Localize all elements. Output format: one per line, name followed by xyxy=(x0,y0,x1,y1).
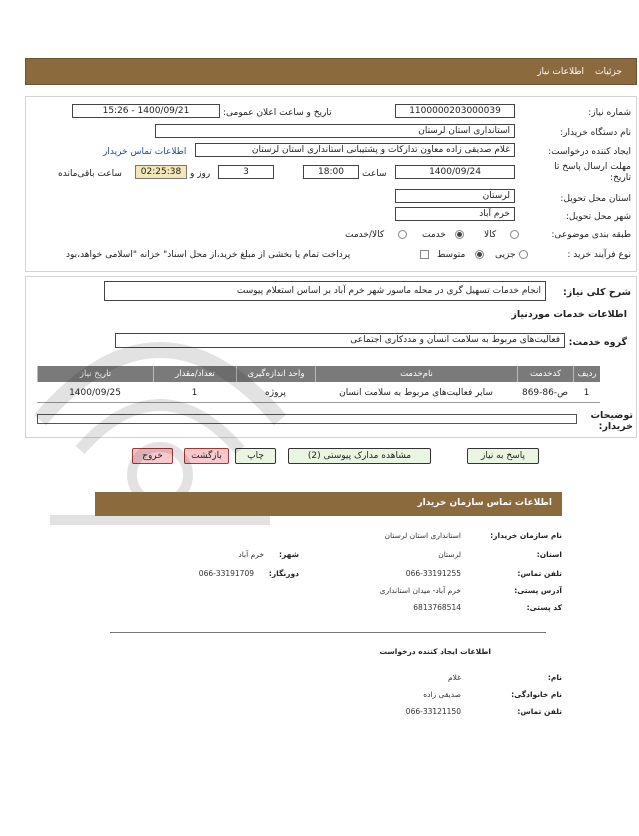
creator-first-name-value: غلام xyxy=(447,673,461,682)
remaining-label: ساعت باقی‌مانده xyxy=(58,169,122,179)
cell-row: 1 xyxy=(583,388,590,398)
group-label: گروه خدمت: xyxy=(568,337,627,348)
contact-phone-value: 066-33191255 xyxy=(405,569,461,578)
col-name: نام‌خدمت xyxy=(315,366,517,382)
creator-last-name-label: نام خانوادگی: xyxy=(511,690,562,699)
contact-address-value: خرم آباد- میدان استانداری xyxy=(379,586,461,595)
radio-goods-service[interactable] xyxy=(398,230,407,239)
buyer-notes-label: توضیحات خریدار: xyxy=(590,410,633,432)
deadline-label: مهلت ارسال پاسخ تا تاریخ: xyxy=(554,162,631,183)
tab-need-info[interactable]: اطلاعات نیاز xyxy=(537,67,584,77)
description-label: شرح کلی نیاز: xyxy=(562,287,631,298)
radio-partial[interactable] xyxy=(519,250,528,259)
creator-phone-label: تلفن تماس: xyxy=(517,707,562,716)
col-qty: تعداد/مقدار xyxy=(153,366,236,382)
contact-divider xyxy=(110,632,546,633)
contact-province-value: لرستان xyxy=(438,550,461,559)
need-info-panel xyxy=(25,96,637,272)
radio-goods-service-label: کالا/خدمت xyxy=(345,230,385,240)
attachments-button[interactable]: مشاهده مدارک پیوستی (2) xyxy=(288,448,431,464)
contact-header xyxy=(95,492,562,516)
contact-title: اطلاعات تماس سازمان خریدار xyxy=(417,498,552,508)
creator-title: اطلاعات ایجاد کننده درخواست xyxy=(379,647,491,656)
col-row: ردیف xyxy=(573,366,600,382)
cell-code: ص-86-869 xyxy=(521,388,569,398)
category-label: طبقه بندی موضوعی: xyxy=(551,230,631,240)
buyer-org-field: استانداری استان لرستان xyxy=(155,124,515,138)
radio-partial-label: جزیی xyxy=(495,250,516,260)
announce-field: 1400/09/21 - 15:26 xyxy=(72,104,220,118)
buyer-contact-link[interactable]: اطلاعات تماس خریدار xyxy=(103,147,187,157)
col-unit: واحد اندازه‌گیری xyxy=(236,366,315,382)
radio-medium[interactable] xyxy=(475,250,484,259)
radio-service-label: خدمت xyxy=(422,230,446,240)
province-label: استان محل تحویل: xyxy=(560,194,631,204)
contact-postal-value: 6813768514 xyxy=(413,603,461,612)
radio-goods[interactable] xyxy=(510,230,519,239)
need-number-field: 1100000203000039 xyxy=(395,104,515,118)
cell-unit: پروژه xyxy=(265,388,286,398)
contact-city-label: شهر: xyxy=(279,550,299,559)
contact-fax-value: 066-33191709 xyxy=(198,569,254,578)
contact-city-value: خرم آباد xyxy=(238,550,264,559)
radio-goods-label: کالا xyxy=(484,230,497,240)
org-name-value: استانداری استان لرستان xyxy=(384,531,461,540)
reply-button[interactable]: پاسخ به نیاز xyxy=(467,448,539,464)
col-code: کدخدمت xyxy=(517,366,573,382)
city-label: شهر محل تحویل: xyxy=(565,212,631,222)
contact-province-label: استان: xyxy=(536,550,562,559)
announce-label: تاریخ و ساعت اعلان عمومی: xyxy=(223,108,332,118)
watermark-logo-icon xyxy=(10,300,310,560)
time-label: ساعت xyxy=(362,169,387,179)
creator-first-name-label: نام: xyxy=(547,673,562,682)
services-title: اطلاعات خدمات موردنیاز xyxy=(511,309,627,320)
need-number-label: شماره نیاز: xyxy=(588,108,631,118)
exit-button[interactable]: خروج xyxy=(132,448,173,464)
header-bar xyxy=(25,58,637,85)
city-field: خرم آباد xyxy=(395,207,515,221)
contact-fax-label: دورنگار: xyxy=(268,569,299,578)
contact-address-label: آدرس پستی: xyxy=(514,586,562,595)
col-date: تاریخ نیاز xyxy=(37,366,153,382)
requester-label: ایجاد کننده درخواست: xyxy=(548,147,631,157)
days-label: روز و xyxy=(190,169,211,179)
contact-postal-label: کد پستی: xyxy=(526,603,562,612)
cell-date: 1400/09/25 xyxy=(69,388,121,398)
print-button[interactable]: چاپ xyxy=(235,448,276,464)
creator-last-name-value: صدیقی زاده xyxy=(423,690,461,699)
group-field: فعالیت‌های مربوط به سلامت انسان و مددکاری اجتماعی xyxy=(115,333,565,348)
cell-qty: 1 xyxy=(191,388,198,398)
purchase-type-label: نوع فرآیند خرید : xyxy=(567,250,631,260)
deadline-time-field: 18:00 xyxy=(303,165,359,179)
cell-name: سایر فعالیت‌های مربوط به سلامت انسان xyxy=(339,388,493,398)
buyer-org-label: نام دستگاه خریدار: xyxy=(560,128,631,138)
payment-note: پرداخت تمام یا بخشی از مبلغ خرید،از محل اسناد" خزانه "اسلامی خواهد،بود xyxy=(66,250,351,260)
tab-details[interactable]: جزئیات xyxy=(595,67,622,77)
payment-checkbox[interactable] xyxy=(420,250,429,259)
org-name-label: نام سازمان خریدار: xyxy=(490,531,562,540)
description-field: انجام خدمات تسهیل گری در محله ماسور شهر خرم آباد بر اساس استعلام پیوست xyxy=(104,281,546,301)
deadline-date-field: 1400/09/24 xyxy=(395,165,515,179)
province-field: لرستان xyxy=(395,189,515,203)
radio-medium-label: متوسط xyxy=(437,250,466,260)
requester-field: غلام صدیقی زاده معاون تدارکات و پشتیبانی استانداری استان لرستان xyxy=(195,143,515,157)
remaining-timer: 02:25:38 xyxy=(135,165,187,179)
creator-phone-value: 066-33121150 xyxy=(405,707,461,716)
contact-phone-label: تلفن تماس: xyxy=(517,569,562,578)
back-button[interactable]: بازگشت xyxy=(184,448,229,464)
days-field: 3 xyxy=(218,165,274,179)
radio-service[interactable] xyxy=(455,230,464,239)
